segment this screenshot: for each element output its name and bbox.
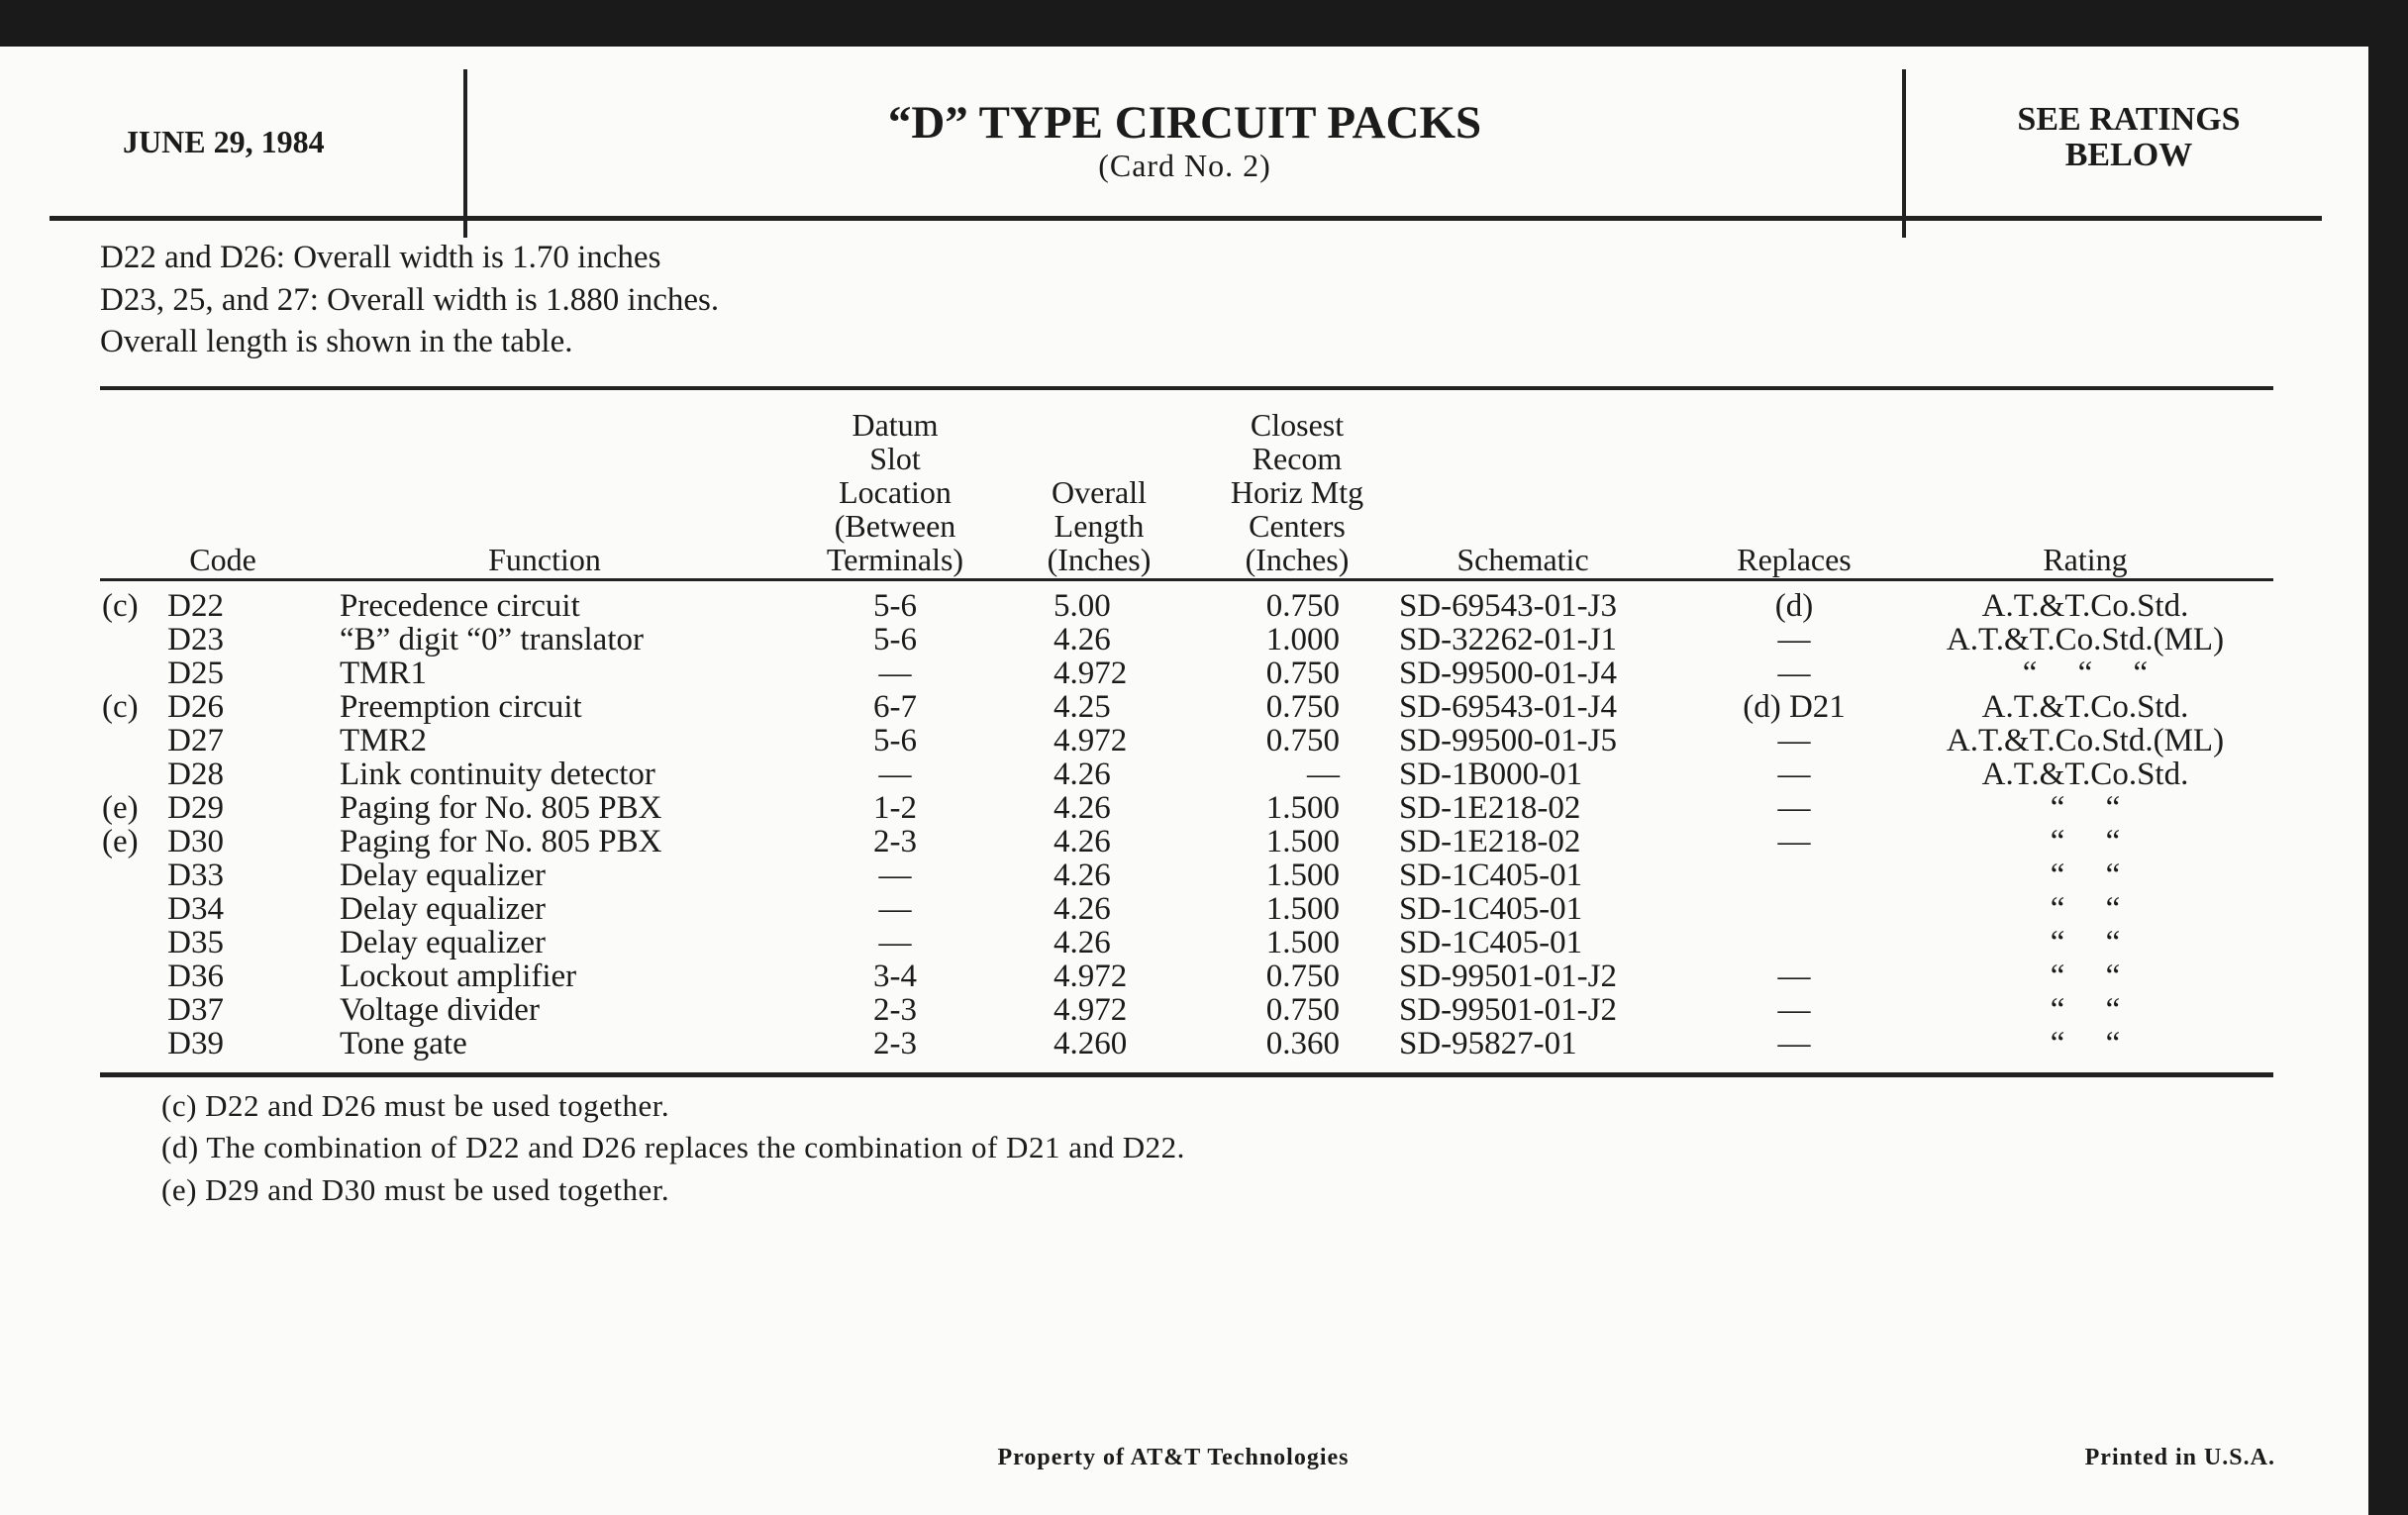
cell-length: 4.26 — [1054, 622, 1111, 657]
catalog-card — [0, 47, 2368, 1515]
card-title: “D” TYPE CIRCUIT PACKS — [887, 97, 1482, 149]
cell-datum: — — [878, 858, 912, 893]
table-row — [0, 791, 2368, 825]
cell-code: D25 — [167, 656, 224, 691]
cell-schematic: SD-1C405-01 — [1399, 891, 1583, 927]
intro-line: D23, 25, and 27: Overall width is 1.880 inches. — [100, 282, 720, 318]
cell-datum: 5-6 — [873, 588, 917, 624]
cell-note: (c) — [102, 588, 139, 624]
card-subtitle: (Card No. 2) — [1098, 148, 1271, 183]
cell-function: Lockout amplifier — [340, 959, 577, 994]
cell-length: 4.26 — [1054, 891, 1111, 927]
cell-centers: 0.750 — [1265, 723, 1340, 758]
cell-function: TMR1 — [340, 656, 428, 691]
cell-replaces: — — [1777, 790, 1811, 826]
cell-schematic: SD-1E218-02 — [1399, 824, 1581, 859]
cell-code: D23 — [167, 622, 224, 657]
cell-length: 4.26 — [1054, 790, 1111, 826]
cell-replaces: — — [1777, 1026, 1811, 1061]
cell-note: (e) — [102, 790, 139, 826]
cell-datum: 6-7 — [873, 689, 917, 725]
cell-datum: — — [878, 925, 912, 960]
cell-rating: “ “ — [2050, 891, 2121, 927]
cell-centers: — — [1307, 757, 1340, 792]
cell-centers: 0.750 — [1265, 656, 1340, 691]
cell-length: 4.25 — [1054, 689, 1111, 725]
column-header-replaces — [1695, 543, 1893, 576]
footnote: (c) D22 and D26 must be used together. — [161, 1088, 670, 1123]
column-header-line: (Inches) — [1245, 542, 1350, 577]
column-header-line: (Between — [834, 508, 956, 544]
table-row — [0, 960, 2368, 993]
cell-length: 4.26 — [1054, 925, 1111, 960]
cell-code: D35 — [167, 925, 224, 960]
cell-centers: 0.360 — [1265, 1026, 1340, 1061]
cell-centers: 1.500 — [1265, 858, 1340, 893]
cell-schematic: SD-1B000-01 — [1399, 757, 1583, 792]
cell-function: Delay equalizer — [340, 925, 546, 960]
cell-rating: “ “ “ — [2022, 656, 2149, 691]
table-row — [0, 858, 2368, 892]
table-row — [0, 690, 2368, 724]
column-header-centers — [1198, 408, 1396, 576]
cell-function: Preemption circuit — [340, 689, 582, 725]
column-header-length — [1000, 475, 1198, 576]
cell-datum: 2-3 — [873, 1026, 917, 1061]
cell-length: 4.972 — [1054, 656, 1128, 691]
cell-function: Delay equalizer — [340, 891, 546, 927]
column-header-line: Rating — [2043, 542, 2128, 577]
table-row — [0, 1027, 2368, 1060]
column-header-line: Recom — [1252, 441, 1343, 476]
table-top-rule — [100, 386, 2273, 390]
cell-code: D34 — [167, 891, 224, 927]
cell-rating: A.T.&T.Co.Std. — [1981, 757, 2189, 792]
cell-rating: “ “ — [2050, 790, 2121, 826]
cell-rating: “ “ — [2050, 824, 2121, 859]
cell-replaces: — — [1777, 757, 1811, 792]
cell-centers: 0.750 — [1265, 992, 1340, 1028]
column-header-code — [153, 543, 292, 576]
cell-replaces: (d) D21 — [1743, 689, 1846, 725]
cell-length: 4.26 — [1054, 824, 1111, 859]
column-header-line: Datum — [852, 407, 939, 443]
column-header-line: Code — [189, 542, 256, 577]
cell-centers: 1.500 — [1265, 925, 1340, 960]
column-header-schematic — [1424, 543, 1622, 576]
cell-datum: 2-3 — [873, 992, 917, 1028]
cell-code: D30 — [167, 824, 224, 859]
cell-centers: 0.750 — [1265, 689, 1340, 725]
cell-function: Precedence circuit — [340, 588, 580, 624]
cell-centers: 1.500 — [1265, 891, 1340, 927]
cell-function: Paging for No. 805 PBX — [340, 824, 662, 859]
cell-replaces: — — [1777, 959, 1811, 994]
cell-length: 4.26 — [1054, 858, 1111, 893]
cell-datum: — — [878, 656, 912, 691]
cell-function: “B” digit “0” translator — [340, 622, 644, 657]
cell-datum: 5-6 — [873, 622, 917, 657]
table-bottom-rule — [100, 1072, 2273, 1077]
cell-code: D29 — [167, 790, 224, 826]
cell-centers: 1.500 — [1265, 790, 1340, 826]
intro-line: Overall length is shown in the table. — [100, 324, 573, 359]
table-row — [0, 892, 2368, 926]
card-date: JUNE 29, 1984 — [123, 124, 325, 159]
column-header-line: Closest — [1250, 407, 1345, 443]
cell-schematic: SD-69543-01-J4 — [1399, 689, 1617, 725]
column-header-line: Slot — [869, 441, 921, 476]
cell-rating: A.T.&T.Co.Std. — [1981, 588, 2189, 624]
cell-function: Link continuity detector — [340, 757, 655, 792]
cell-centers: 0.750 — [1265, 959, 1340, 994]
cell-replaces: — — [1777, 992, 1811, 1028]
cell-schematic: SD-1C405-01 — [1399, 858, 1583, 893]
column-header-line: Length — [1054, 508, 1145, 544]
column-header-function — [426, 543, 663, 576]
table-row — [0, 656, 2368, 690]
cell-note: (e) — [102, 824, 139, 859]
cell-datum: 2-3 — [873, 824, 917, 859]
cell-code: D33 — [167, 858, 224, 893]
cell-code: D36 — [167, 959, 224, 994]
cell-rating: “ “ — [2050, 925, 2121, 960]
cell-rating: A.T.&T.Co.Std.(ML) — [1946, 723, 2225, 758]
cell-centers: 0.750 — [1265, 588, 1340, 624]
cell-replaces: — — [1777, 824, 1811, 859]
cell-code: D22 — [167, 588, 224, 624]
column-header-line: Terminals) — [826, 542, 964, 577]
cell-function: Voltage divider — [340, 992, 540, 1028]
cell-schematic: SD-1C405-01 — [1399, 925, 1583, 960]
table-header-rule — [100, 578, 2273, 581]
cell-function: Paging for No. 805 PBX — [340, 790, 662, 826]
cell-centers: 1.000 — [1265, 622, 1340, 657]
cell-datum: — — [878, 757, 912, 792]
cell-datum: — — [878, 891, 912, 927]
cell-function: Delay equalizer — [340, 858, 546, 893]
table-row — [0, 758, 2368, 791]
cell-rating: “ “ — [2050, 858, 2121, 893]
cell-length: 4.972 — [1054, 992, 1128, 1028]
cell-length: 4.972 — [1054, 723, 1128, 758]
table-row — [0, 623, 2368, 656]
cell-datum: 1-2 — [873, 790, 917, 826]
cell-schematic: SD-99501-01-J2 — [1399, 992, 1617, 1028]
intro-line: D22 and D26: Overall width is 1.70 inches — [100, 240, 661, 275]
footnote: (d) The combination of D22 and D26 replaces the combination of D21 and D22. — [161, 1130, 1185, 1164]
table-row — [0, 589, 2368, 623]
cell-datum: 5-6 — [873, 723, 917, 758]
cell-schematic: SD-99501-01-J2 — [1399, 959, 1617, 994]
table-row — [0, 724, 2368, 758]
ratings-note-line: SEE RATINGS — [2017, 101, 2241, 138]
table-row — [0, 825, 2368, 858]
cell-replaces: (d) — [1774, 588, 1814, 624]
property-notice: Property of AT&T Technologies — [997, 1445, 1350, 1470]
column-header-line: Horiz Mtg — [1230, 474, 1364, 510]
cell-length: 4.26 — [1054, 757, 1111, 792]
cell-datum: 3-4 — [873, 959, 917, 994]
column-header-line: Function — [488, 542, 601, 577]
cell-schematic: SD-95827-01 — [1399, 1026, 1577, 1061]
column-header-rating — [1986, 543, 2184, 576]
cell-rating: “ “ — [2050, 959, 2121, 994]
column-header-datum — [796, 408, 994, 576]
header-rule — [50, 216, 2322, 221]
ratings-note-line: BELOW — [2064, 137, 2193, 173]
printed-in: Printed in U.S.A. — [2084, 1445, 2275, 1470]
ratings-note — [1906, 102, 2352, 173]
cell-replaces: — — [1777, 723, 1811, 758]
cell-schematic: SD-99500-01-J4 — [1399, 656, 1617, 691]
cell-function: TMR2 — [340, 723, 428, 758]
cell-centers: 1.500 — [1265, 824, 1340, 859]
column-header-line: Replaces — [1737, 542, 1852, 577]
cell-length: 5.00 — [1054, 588, 1111, 624]
cell-rating: A.T.&T.Co.Std.(ML) — [1946, 622, 2225, 657]
cell-code: D28 — [167, 757, 224, 792]
table-row — [0, 993, 2368, 1027]
column-header-line: Location — [839, 474, 952, 510]
table-row — [0, 926, 2368, 960]
cell-length: 4.260 — [1054, 1026, 1128, 1061]
cell-schematic: SD-69543-01-J3 — [1399, 588, 1617, 624]
cell-rating: “ “ — [2050, 1026, 2121, 1061]
cell-replaces: — — [1777, 622, 1811, 657]
cell-rating: A.T.&T.Co.Std. — [1981, 689, 2189, 725]
cell-note: (c) — [102, 689, 139, 725]
cell-code: D39 — [167, 1026, 224, 1061]
cell-rating: “ “ — [2050, 992, 2121, 1028]
cell-code: D26 — [167, 689, 224, 725]
column-header-line: (Inches) — [1047, 542, 1152, 577]
cell-code: D37 — [167, 992, 224, 1028]
column-header-line: Centers — [1249, 508, 1346, 544]
cell-schematic: SD-99500-01-J5 — [1399, 723, 1617, 758]
cell-schematic: SD-1E218-02 — [1399, 790, 1581, 826]
cell-length: 4.972 — [1054, 959, 1128, 994]
cell-code: D27 — [167, 723, 224, 758]
cell-schematic: SD-32262-01-J1 — [1399, 622, 1617, 657]
cell-function: Tone gate — [340, 1026, 467, 1061]
column-header-line: Overall — [1052, 474, 1147, 510]
column-header-line: Schematic — [1456, 542, 1589, 577]
footnote: (e) D29 and D30 must be used together. — [161, 1172, 670, 1207]
cell-replaces: — — [1777, 656, 1811, 691]
